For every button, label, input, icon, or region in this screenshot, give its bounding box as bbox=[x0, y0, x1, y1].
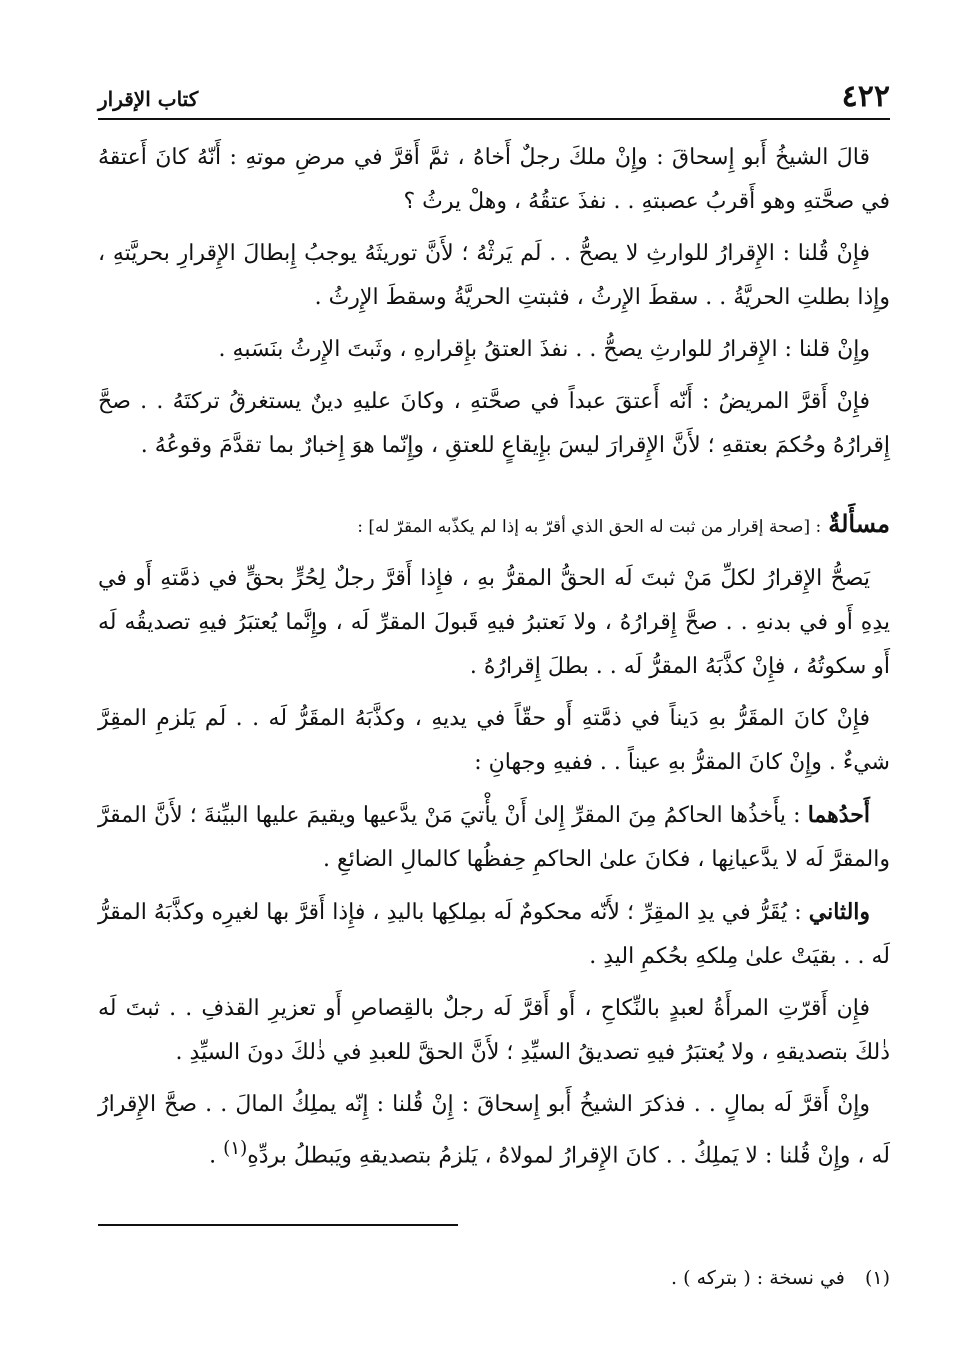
case-text: : يُقَرُّ في يدِ المقِرِّ ؛ لأَنّه محكومٌ لَه بمِلكِها باليدِ ، فإِذا أَقرَّ بها لغيرِه وكذَّبَهُ المقرُّ لَه . . بقيَتْ علىٰ مِلكهِ بحُكمِ اليدِ . bbox=[98, 900, 890, 969]
issue-heading bbox=[98, 502, 890, 549]
paragraph: قالَ الشيخُ أَبو إِسحاقَ : وإِنْ ملكَ رجلٌ أَخاهُ ، ثمَّ أَقرَّ في مرضِ موتهِ : أَنّهُ كانَ أَعتقهُ في صحَّتهِ وهو أَقربُ عصبتهِ . . نفذَ عتقُهُ ، وهلْ يرثُ ؟ bbox=[98, 145, 890, 214]
page-body bbox=[98, 136, 890, 1186]
footnote bbox=[98, 1264, 890, 1292]
footnote-text: في نسخة : ( بتركه ) . bbox=[671, 1267, 845, 1289]
page-number: ٤٢٢ bbox=[841, 79, 890, 114]
case-lead: والثاني bbox=[808, 899, 871, 925]
paragraph: فإِن أَقرّتِ المرأَةُ لعبدٍ بالنِّكاحِ ، أَو أَقرَّ لَه رجلٌ بالقِصاصِ أَو تعزيرِ القذفِ . . ثبتَ لَه ذٰلكَ بتصديقهِ ، ولا يُعتبَرُ فيهِ تصديقُ السيِّدِ ؛ لأَنَّ الحقَّ للعبدِ في ذٰلكَ دونَ السيِّدِ . bbox=[98, 996, 890, 1065]
running-title: كتاب الإقرار bbox=[98, 87, 199, 111]
footnote-marker: (١) bbox=[223, 1138, 248, 1159]
case-lead: أَحدُهما bbox=[807, 802, 870, 828]
case-text: : يأَخذُها الحاكمُ مِنَ المقرِّ إِلىٰ أَنْ يأْتيَ مَنْ يدَّعيها ويقيمَ عليها البيِّنةَ ؛ لأَنَّ المقرَّ والمقرَّ لَه لا يدَّعيانِها ، فكانَ علىٰ الحاكمِ حِفظُها كالمالِ الضائعِ . bbox=[98, 803, 890, 872]
case-paragraph bbox=[98, 793, 890, 882]
paragraph: فإِنْ قُلنا : الإِقرارُ للوارثِ لا يصحُّ . . لَم يَرثْهُ ؛ لأَنَّ توريثَهُ يوجبُ إِبطالَ الإِقرارِ بحريَّتهِ ، وإِذا بطلتِ الحريَّةُ . . سقطَ الإِرثُ ، فثبتتِ الحريَّةُ وسقطَ الإِرثُ . bbox=[98, 241, 890, 310]
paragraph bbox=[98, 1083, 890, 1178]
issue-label: مسأَلةٌ bbox=[828, 509, 890, 538]
footnote-divider bbox=[98, 1224, 458, 1226]
page-header bbox=[98, 70, 890, 120]
paragraph: وإِنْ قلنا : الإِقرارُ للوارثِ يصحُّ . . نفذَ العتقُ بإِقرارهِ ، وثَبتَ الإِرثُ بنَسَبهِ . bbox=[218, 337, 870, 362]
paragraph: فإِنْ أَقرَّ المريضُ : أَنّه أَعتقَ عبداً في صحَّتهِ ، وكانَ عليهِ دينٌ يستغرقُ تركتَهُ . . صحَّ إِقرارُهُ وحُكمَ بعتقهِ ؛ لأَنَّ الإِقرارَ ليسَ بإِيقاعٍ للعتقِ ، وإِنّما هوَ إِخبارٌ بما تقدَّمَ وقوعُهُ . bbox=[98, 389, 890, 458]
issue-title: : [صحة إقرار من ثبت له الحق الذي أقرّ به إذا لم يكذّبه المقرّ له] : bbox=[357, 517, 822, 537]
case-paragraph bbox=[98, 890, 890, 979]
paragraph: فإِنْ كانَ المقَرُّ بهِ دَيناً في ذمَّتهِ أَو حقّاً في يديهِ ، وكذَّبَهُ المقَرُّ لَه . . لَم يَلزمِ المقِرَّ شيءٌ . وإِنْ كانَ المقرُّ بهِ عيناً . . ففيهِ وجهانِ : bbox=[98, 706, 890, 775]
paragraph-text: وإِنْ أَقرَّ لَه بمالٍ . . فذكرَ الشيخُ أَبو إِسحاقَ : إِنْ قُلنا : إِنّه يملِكُ المالَ . . صحَّ الإِقرارُ لَه ، وإِنْ قُلنا : لا يَملِكُ . . كانَ الإِقرارُ لمولاهُ ، يَلزمُ بتصديقهِ ويَبطلُ بردِّهِ bbox=[98, 1092, 890, 1169]
book-page bbox=[98, 70, 890, 1350]
paragraph: يَصحُّ الإِقرارُ لكلِّ مَنْ ثبتَ لَه الحقُّ المقرُّ بهِ ، فإِذا أَقرَّ رجلٌ لِحُرٍّ بحقٍّ في ذمَّتهِ أَو في يدِهِ أَو في بدنهِ . . صحَّ إِقرارُهُ ، ولا نَعتبرُ فيهِ قَبولَ المقرِّ لَه ، وإِنَّما يُعتبَرُ فيهِ تصديقُه لَه أَو سكوتُهُ ، فإِنْ كذَّبَهُ المقرُّ لَه . . بطلَ إِقرارُهُ . bbox=[98, 566, 890, 679]
paragraph-end: . bbox=[209, 1143, 224, 1169]
footnote-number: (١) bbox=[864, 1267, 890, 1289]
